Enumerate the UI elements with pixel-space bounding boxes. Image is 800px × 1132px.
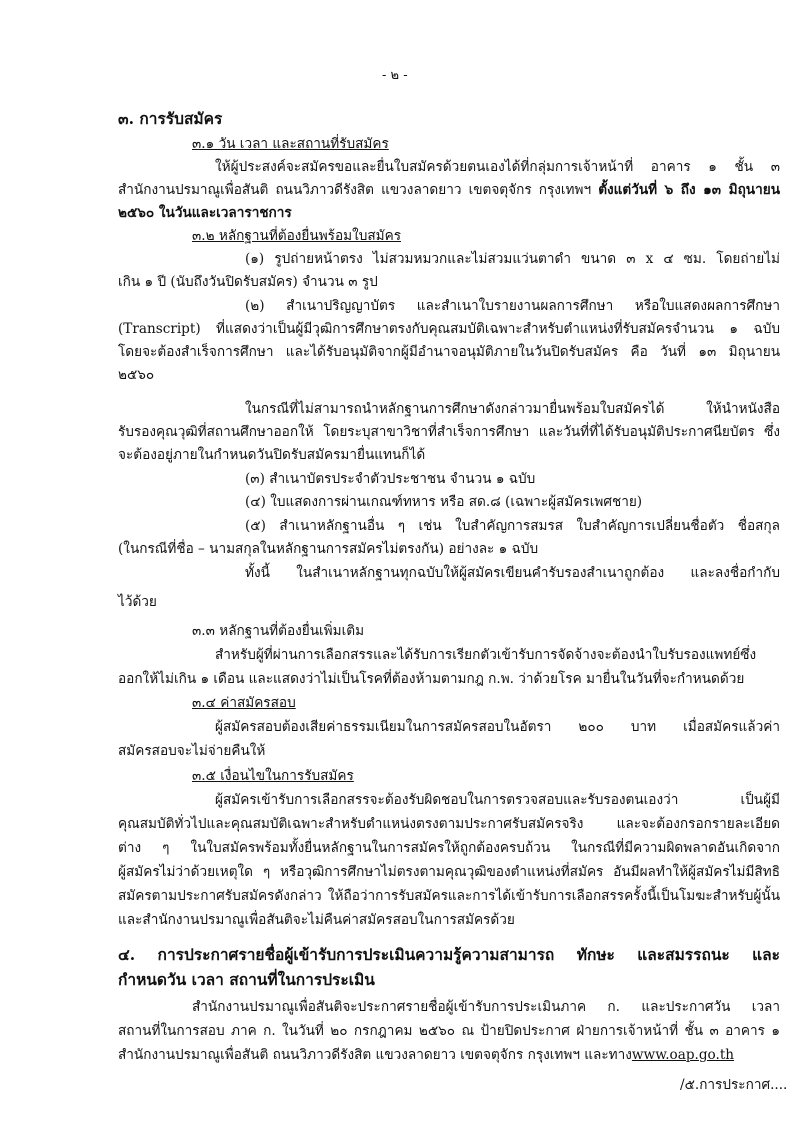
section-3-1-line-3: ๒๕๖๐ ในวันและเวลาราชการ — [118, 205, 292, 221]
section-4-line-1: สำนักงานปรมาณูเพื่อสันติจะประกาศรายชื่อผู้เข้ารับการประเมินภาค ก. และประกาศวัน เวลา — [192, 999, 780, 1015]
section-3-2-item-1b: เกิน ๑ ปี (นับถึงวันปิดรับสมัคร) จำนวน ๓ รูป — [118, 274, 378, 290]
section-3-1-title-text: ๓.๑ วัน เวลา และสถานที่รับสมัคร — [192, 136, 389, 152]
section-3-5-title — [192, 766, 354, 786]
section-3-5-line-3: ต่าง ๆ ในใบสมัครพร้อมทั้งยื่นหลักฐานในการสมัครให้ถูกต้องครบถ้วน ในกรณีที่มีความผิดพลาดอันเกิดจาก — [118, 840, 780, 856]
section-3-1-title — [192, 134, 389, 154]
continuation-note: /๕.การประกาศ.... — [680, 1077, 788, 1093]
section-3-1-line-2 — [118, 180, 780, 200]
section-3-5-line-4: ผู้สมัครไม่ว่าด้วยเหตุใด ๆ หรือวุฒิการศึกษาไม่ตรงตามคุณวุฒิของตำแหน่งที่สมัคร อันมีผลทำให้ผู้สมัครไม่มีสิทธิ — [118, 864, 780, 880]
section-3-2-item-2c: โดยจะต้องสำเร็จการศึกษา และได้รับอนุมัติจากผู้มีอำนาจอนุมัติภายในวันปิดรับสมัคร คือ วันที่ ๑๓ มิถุนายน — [118, 344, 780, 360]
section-3-2-item-2b: (Transcript) ที่แสดงว่าเป็นผู้มีวุฒิการศึกษาตรงกับคุณสมบัติเฉพาะสำหรับตำแหน่งที่รับสมัครจำนวน ๑ ฉบับ — [118, 321, 780, 337]
section-3-2-item-2a: (๒) สำเนาปริญญาบัตร และสำเนาใบรายงานผลการศึกษา หรือใบแสดงผลการศึกษา — [245, 298, 780, 314]
oap-website-link[interactable]: www.oap.go.th — [631, 1047, 735, 1063]
section-4-line-3-text: สำนักงานปรมาณูเพื่อสันติ ถนนวิภาวดีรังสิต แขวงลาดยาว เขตจตุจักร กรุงเทพฯ และทาง — [118, 1047, 632, 1063]
section-3-4-line-2: สมัครสอบจะไม่จ่ายคืนให้ — [118, 743, 266, 759]
section-3-1-line-1: ให้ผู้ประสงค์จะสมัครขอและยื่นใบสมัครด้วยตนเองได้ที่กลุ่มการเจ้าหน้าที่ อาคาร ๑ ชั้น ๓ — [215, 159, 780, 175]
section-4-heading-1: ๔. การประกาศรายชื่อผู้เข้ารับการประเมินความรู้ความสามารถ ทักษะ และสมรรถนะ และ — [118, 945, 780, 964]
section-3-2-title — [192, 226, 401, 246]
section-3-5-line-5: สมัครตามประกาศรับสมัครดังกล่าว ให้ถือว่าการรับสมัครและการได้เข้ารับการเลือกสรรครั้งนี้เป็นโมฆะสำหรับผู้นั้น — [118, 888, 780, 904]
section-3-5-line-2: คุณสมบัติทั่วไปและคุณสมบัติเฉพาะสำหรับตำแหน่งตรงตามประกาศรับสมัครจริง และจะต้องกรอกรายละเอียด — [118, 816, 780, 832]
section-3-1-line-2a: สำนักงานปรมาณูเพื่อสันติ ถนนวิภาวดีรังสิต แขวงลาดยาว เขตจตุจักร กรุงเทพฯ — [118, 182, 599, 198]
section-3-2-item-4: (๔) ใบแสดงการผ่านเกณฑ์ทหาร หรือ สด.๘ (เฉพาะผู้สมัครเพศชาย) — [245, 494, 643, 510]
page-number: - ๒ - — [382, 68, 408, 83]
section-3-4-title — [192, 693, 296, 713]
section-3-2-item-3: (๓) สำเนาบัตรประจำตัวประชาชน จำนวน ๑ ฉบับ — [245, 471, 536, 487]
section-3-1-dates: ตั้งแต่วันที่ ๖ ถึง ๑๓ มิถุนายน — [598, 182, 780, 198]
section-3-2-para-1a: ในกรณีที่ไม่สามารถนำหลักฐานการศึกษาดังกล่าวมายื่นพร้อมใบสมัครได้ ให้นำหนังสือ — [245, 401, 780, 417]
section-3-2-title-text: ๓.๒ หลักฐานที่ต้องยื่นพร้อมใบสมัคร — [192, 228, 401, 244]
section-3-4-line-1: ผู้สมัครสอบต้องเสียค่าธรรมเนียมในการสมัครสอบในอัตรา ๒๐๐ บาท เมื่อสมัครแล้วค่า — [215, 719, 780, 735]
section-3-5-title-text: ๓.๕ เงื่อนไขในการรับสมัคร — [192, 768, 354, 784]
section-3-2-para-1b: รับรองคุณวุฒิที่สถานศึกษาออกให้ โดยระบุสาขาวิชาที่สำเร็จการศึกษา และวันที่ที่ได้รับอนุมัติประกาศนียบัตร ซึ่ง — [118, 424, 780, 440]
section-4-heading-2: กำหนดวัน เวลา สถานที่ในการประเมิน — [118, 970, 375, 989]
section-3-2-item-2d: ๒๕๖๐ — [118, 367, 155, 383]
section-3-2-para-2a: ทั้งนี้ ในสำเนาหลักฐานทุกฉบับให้ผู้สมัครเขียนคำรับรองสำเนาถูกต้อง และลงชื่อกำกับ — [245, 565, 780, 581]
section-3-3-title: ๓.๓ หลักฐานที่ต้องยื่นเพิ่มเติม — [192, 623, 365, 639]
section-3-3-line-1: สำหรับผู้ที่ผ่านการเลือกสรรและได้รับการเรียกตัวเข้ารับการจัดจ้างจะต้องนำใบรับรองแพทย์ซึ่ง — [215, 647, 757, 663]
section-3-2-item-5a: (๕) สำเนาหลักฐานอื่น ๆ เช่น ใบสำคัญการสมรส ใบสำคัญการเปลี่ยนชื่อตัว ชื่อสกุล — [245, 518, 780, 534]
section-4-line-2: สถานที่ในการสอบ ภาค ก. ในวันที่ ๒๐ กรกฎาคม ๒๕๖๐ ณ ป้ายปิดประกาศ ฝ่ายการเจ้าหน้าที่ ชั้น ๓ อาคาร ๑ — [118, 1023, 780, 1039]
section-3-heading: ๓. การรับสมัคร — [118, 109, 223, 128]
section-3-2-para-2b: ไว้ด้วย — [118, 594, 157, 610]
section-4-line-3 — [118, 1045, 734, 1065]
section-3-4-title-text: ๓.๔ ค่าสมัครสอบ — [192, 695, 296, 711]
section-3-5-line-6: และสำนักงานปรมาณูเพื่อสันติจะไม่คืนค่าสมัครสอบในการสมัครด้วย — [118, 912, 515, 928]
section-3-5-line-1: ผู้สมัครเข้ารับการเลือกสรรจะต้องรับผิดชอบในการตรวจสอบและรับรองตนเองว่า เป็นผู้มี — [215, 792, 780, 808]
section-3-3-line-2: ออกให้ไม่เกิน ๑ เดือน และแสดงว่าไม่เป็นโรคที่ต้องห้ามตามกฎ ก.พ. ว่าด้วยโรค มายื่นในวันที่จะกำหนดด้วย — [118, 671, 745, 687]
section-3-2-item-1a: (๑) รูปถ่ายหน้าตรง ไม่สวมหมวกและไม่สวมแว่นตาดำ ขนาด ๓ x ๔ ซม. โดยถ่ายไม่ — [245, 251, 780, 267]
section-3-2-item-5b: (ในกรณีที่ชื่อ – นามสกุลในหลักฐานการสมัครไม่ตรงกัน) อย่างละ ๑ ฉบับ — [118, 541, 539, 557]
section-3-2-para-1c: จะต้องอยู่ภายในกำหนดวันปิดรับสมัครมายื่นแทนก็ได้ — [118, 447, 426, 463]
